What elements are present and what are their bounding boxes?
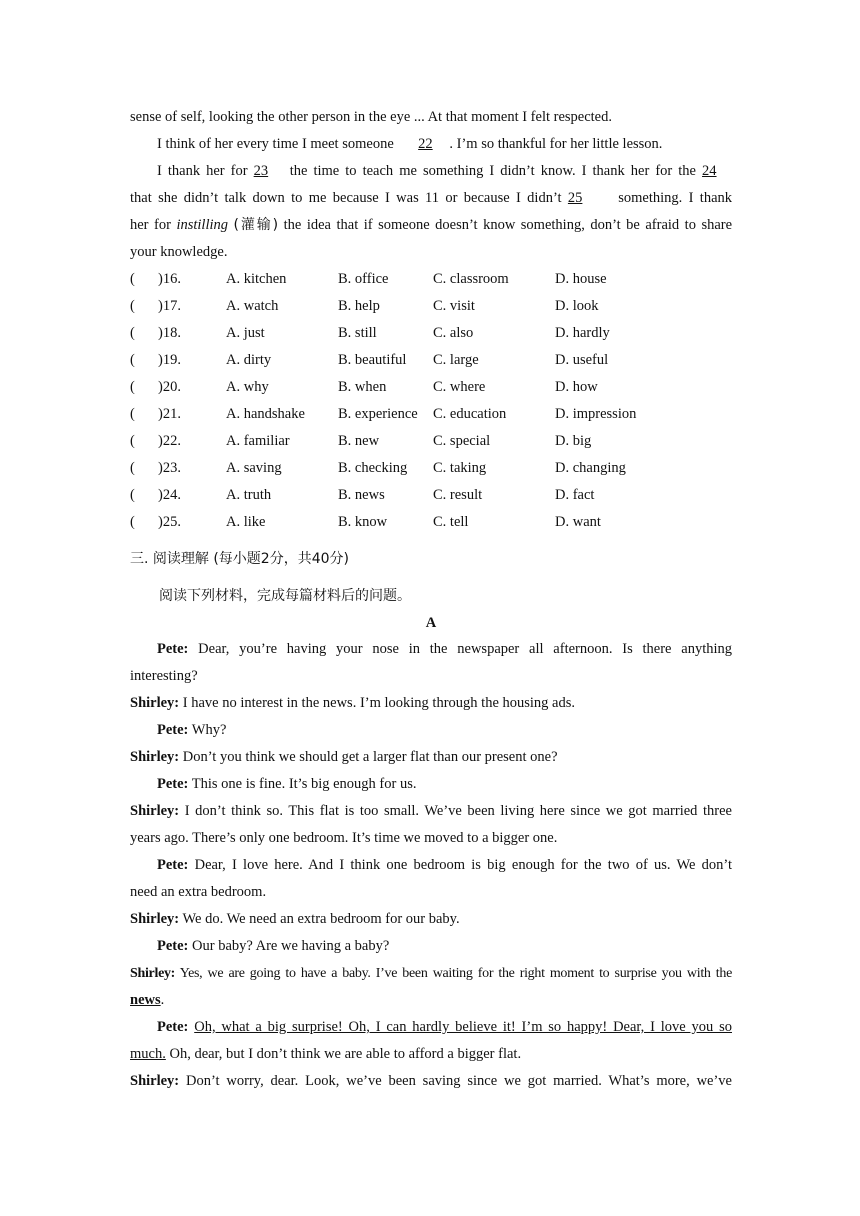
- dialogue-line: [130, 1014, 732, 1041]
- speaker-shirley: Shirley:: [130, 911, 180, 927]
- question-row: [130, 347, 732, 374]
- speaker-pete: Pete:: [157, 938, 189, 954]
- speaker-pete: Pete:: [157, 776, 189, 792]
- speaker-shirley: Shirley:: [130, 1073, 180, 1089]
- question-row: [130, 320, 732, 347]
- section-instruction: 阅读下列材料，完成每篇材料后的问题。: [159, 588, 411, 604]
- blank-25[interactable]: 25: [567, 190, 583, 206]
- option-c[interactable]: C. education: [433, 406, 507, 422]
- passage-line: your knowledge.: [130, 244, 228, 260]
- dialogue-line: Shirley: I don’t think so. This flat is too small. We’ve been living here since we got married three: [130, 803, 732, 819]
- option-a[interactable]: A. kitchen: [226, 271, 287, 287]
- question-list: [130, 266, 732, 536]
- option-d[interactable]: D. how: [555, 379, 598, 395]
- option-c[interactable]: C. large: [433, 352, 479, 368]
- passage-ending: [130, 104, 732, 266]
- option-c[interactable]: C. where: [433, 379, 486, 395]
- dialogue-line: need an extra bedroom.: [130, 884, 267, 900]
- option-a[interactable]: A. just: [226, 325, 265, 341]
- option-d[interactable]: D. useful: [555, 352, 609, 368]
- speaker-pete: Pete:: [157, 857, 189, 873]
- answer-paren[interactable]: (: [130, 271, 135, 287]
- dialogue-line: much. Oh, dear, but I don’t think we are able to afford a bigger flat.: [130, 1046, 522, 1062]
- dialogue-line: interesting?: [130, 668, 198, 684]
- question-number: )25.: [158, 514, 181, 530]
- question-number: )22.: [158, 433, 181, 449]
- dialogue-line: Pete: Dear, you’re having your nose in the newspaper all afternoon. Is there anything: [157, 641, 733, 657]
- option-b[interactable]: B. still: [338, 325, 377, 341]
- question-number: )17.: [158, 298, 181, 314]
- passage-line: I thank her for 23 the time to teach me something I didn’t know. I thank her for the 24: [130, 158, 732, 185]
- option-d[interactable]: D. changing: [555, 460, 626, 476]
- option-b[interactable]: B. checking: [338, 460, 408, 476]
- speaker-pete: Pete:: [157, 1019, 189, 1035]
- question-number: )21.: [158, 406, 181, 422]
- dialogue-line: Shirley: We do. We need an extra bedroom for our baby.: [130, 911, 460, 927]
- option-c[interactable]: C. result: [433, 487, 483, 503]
- speaker-shirley: Shirley:: [130, 803, 180, 819]
- question-row: [130, 482, 732, 509]
- section-heading: 三. 阅读理解 (每小题2分，共40分): [130, 551, 349, 567]
- dialogue-line: Pete: Why?: [157, 722, 227, 738]
- dialogue: [130, 636, 732, 1095]
- dialogue-line: Pete: This one is fine. It’s big enough for us.: [157, 776, 417, 792]
- dialogue-line: Pete: Our baby? Are we having a baby?: [157, 938, 390, 954]
- question-row: [130, 455, 732, 482]
- passage-line: her for instilling (灌输) the idea that if someone doesn’t know something, don’t be afraid to share: [130, 217, 733, 233]
- question-row: [130, 428, 732, 455]
- option-a[interactable]: A. saving: [226, 460, 282, 476]
- option-c[interactable]: C. visit: [433, 298, 475, 314]
- option-c[interactable]: C. also: [433, 325, 474, 341]
- speaker-shirley: Shirley:: [130, 695, 180, 711]
- answer-paren[interactable]: (: [130, 487, 135, 503]
- answer-paren[interactable]: (: [130, 379, 135, 395]
- option-d[interactable]: D. want: [555, 514, 601, 530]
- option-a[interactable]: A. handshake: [226, 406, 305, 422]
- answer-paren[interactable]: (: [130, 325, 135, 341]
- question-row: [130, 374, 732, 401]
- section-3: [130, 546, 732, 637]
- option-d[interactable]: D. fact: [555, 487, 595, 503]
- option-a[interactable]: A. familiar: [226, 433, 290, 449]
- passage-line: I think of her every time I meet someone 22 . I’m so thankful for her little lesson.: [130, 131, 732, 158]
- option-c[interactable]: C. tell: [433, 514, 469, 530]
- answer-paren[interactable]: (: [130, 406, 135, 422]
- underlined-sentence: Oh, what a big surprise! Oh, I can hardly believe it! I’m so happy! Dear, I love you so: [194, 1019, 732, 1035]
- dialogue-line: Shirley: Don’t worry, dear. Look, we’ve been saving since we got married. What’s more, we’ve: [130, 1073, 732, 1089]
- passage-line: sense of self, looking the other person in the eye ... At that moment I felt respected.: [130, 109, 612, 125]
- answer-paren[interactable]: (: [130, 460, 135, 476]
- answer-paren[interactable]: (: [130, 514, 135, 530]
- question-number: )20.: [158, 379, 181, 395]
- dialogue-line: Shirley: I have no interest in the news. I’m looking through the housing ads.: [130, 695, 576, 711]
- question-row: [130, 509, 732, 536]
- blank-23[interactable]: 23: [253, 163, 269, 179]
- speaker-shirley: Shirley:: [130, 966, 176, 981]
- dialogue-line: Pete: Dear, I love here. And I think one bedroom is big enough for the two of us. We don’t: [157, 857, 732, 873]
- passage-line: that she didn’t talk down to me because I was 11 or because I didn’t 25 something. I thank: [130, 185, 732, 212]
- option-c[interactable]: C. taking: [433, 460, 487, 476]
- question-number: )18.: [158, 325, 181, 341]
- underlined-sentence-end: much.: [130, 1046, 166, 1062]
- question-row: [130, 266, 732, 293]
- option-b[interactable]: B. office: [338, 271, 389, 287]
- option-d[interactable]: D. big: [555, 433, 592, 449]
- passage-label: A: [425, 615, 437, 631]
- speaker-pete: Pete:: [157, 722, 189, 738]
- option-a[interactable]: A. like: [226, 514, 266, 530]
- option-a[interactable]: A. truth: [226, 487, 272, 503]
- question-row: [130, 293, 732, 320]
- option-a[interactable]: A. dirty: [226, 352, 272, 368]
- speaker-shirley: Shirley:: [130, 749, 180, 765]
- question-number: )24.: [158, 487, 181, 503]
- speaker-pete: Pete:: [157, 641, 189, 657]
- option-d[interactable]: D. hardly: [555, 325, 610, 341]
- answer-paren[interactable]: (: [130, 352, 135, 368]
- dialogue-line: Shirley: Yes, we are going to have a baby. I’ve been waiting for the right moment to surprise you with the: [130, 966, 732, 981]
- option-d[interactable]: D. house: [555, 271, 607, 287]
- underlined-word: news: [130, 992, 161, 1008]
- option-d[interactable]: D. impression: [555, 406, 637, 422]
- option-b[interactable]: B. new: [338, 433, 380, 449]
- question-number: )16.: [158, 271, 181, 287]
- question-number: )19.: [158, 352, 181, 368]
- answer-paren[interactable]: (: [130, 433, 135, 449]
- blank-22[interactable]: 22: [418, 136, 433, 152]
- option-a[interactable]: A. why: [226, 379, 269, 395]
- option-d[interactable]: D. look: [555, 298, 599, 314]
- dialogue-line: years ago. There’s only one bedroom. It’s time we moved to a bigger one.: [130, 830, 558, 846]
- dialogue-line: news.: [130, 992, 165, 1008]
- blank-24[interactable]: 24: [702, 163, 717, 179]
- option-b[interactable]: B. know: [338, 514, 388, 530]
- question-row: [130, 401, 732, 428]
- dialogue-line: Shirley: Don’t you think we should get a larger flat than our present one?: [130, 749, 558, 765]
- option-c[interactable]: C. classroom: [433, 271, 509, 287]
- option-b[interactable]: B. experience: [338, 406, 418, 422]
- option-a[interactable]: A. watch: [226, 298, 279, 314]
- answer-paren[interactable]: (: [130, 298, 135, 314]
- option-b[interactable]: B. when: [338, 379, 387, 395]
- option-c[interactable]: C. special: [433, 433, 491, 449]
- question-number: )23.: [158, 460, 181, 476]
- option-b[interactable]: B. help: [338, 298, 380, 314]
- option-b[interactable]: B. news: [338, 487, 385, 503]
- option-b[interactable]: B. beautiful: [338, 352, 407, 368]
